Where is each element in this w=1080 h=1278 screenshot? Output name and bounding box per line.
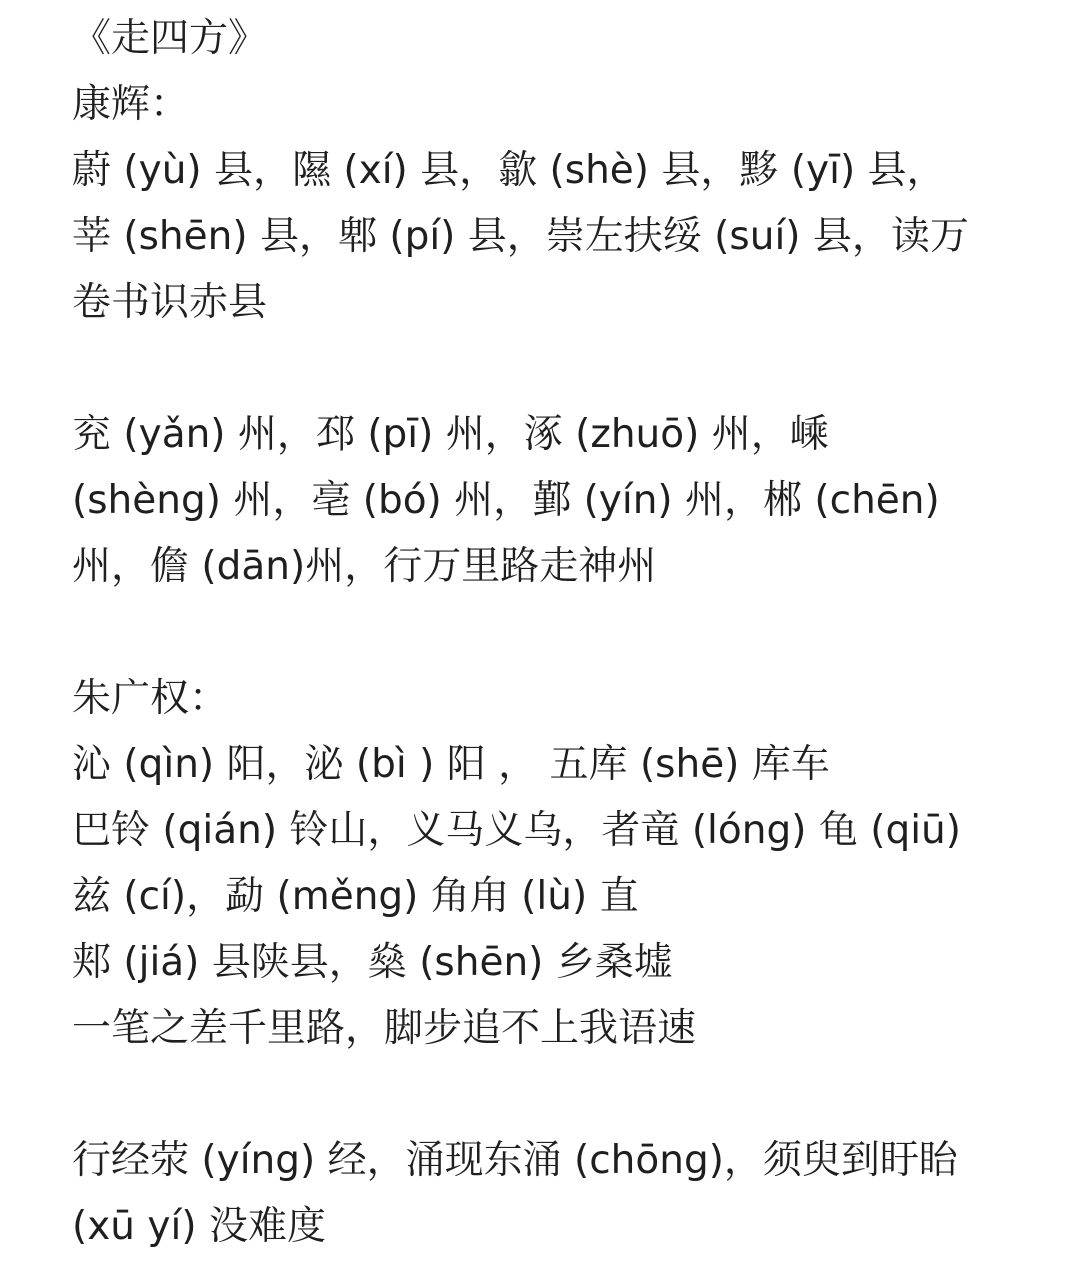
verse-paragraph <box>72 138 1047 336</box>
verse-line: 郏 (jiá) 县陕县，燊 (shēn) 乡桑墟 <box>72 940 673 985</box>
verse-line: (shèng) 州，亳 (bó) 州，鄞 (yín) 州，郴 (chēn) <box>72 478 940 523</box>
speaker-label: 朱广权： <box>72 676 229 721</box>
verse-line: 沁 (qìn) 阳，泌 (bì ) 阳 ， 五库 (shē) 库车 <box>72 742 830 787</box>
poem-title: 《走四方》 <box>72 16 268 61</box>
verse-line: 蔚 (yù) 县，隰 (xí) 县，歙 (shè) 县，黟 (yī) 县， <box>72 148 946 193</box>
verse-line: 兖 (yǎn) 州，邳 (pī) 州，涿 (zhuō) 州，嵊 <box>72 412 829 457</box>
verse-line: 一笔之差千里路，脚步追不上我语速 <box>72 1006 697 1051</box>
verse-line: (xū yí) 没难度 <box>72 1204 326 1249</box>
verse-paragraph <box>72 402 1047 600</box>
paragraph-spacer <box>72 336 1047 402</box>
section-zhu-guangquan <box>72 666 1047 1260</box>
verse-line: 兹 (cí)，勐 (měng) 角甪 (lù) 直 <box>72 874 639 919</box>
poem-document <box>72 6 1047 1260</box>
verse-line: 行经荥 (yíng) 经，涌现东涌 (chōng)，须臾到盱眙 <box>72 1138 958 1183</box>
paragraph-spacer <box>72 1062 1047 1128</box>
section-spacer <box>72 600 1047 666</box>
verse-paragraph <box>72 1128 1047 1260</box>
section-kang-hui <box>72 72 1047 600</box>
verse-line: 卷书识赤县 <box>72 280 268 325</box>
verse-line: 巴铃 (qián) 铃山，义马义乌，者竜 (lóng) 龟 (qiū) <box>72 808 961 853</box>
verse-line: 州，儋 (dān)州，行万里路走神州 <box>72 544 657 589</box>
verse-line: 莘 (shēn) 县，郫 (pí) 县，崇左扶绥 (suí) 县，读万 <box>72 214 969 259</box>
verse-paragraph <box>72 732 1047 1062</box>
speaker-label: 康辉： <box>72 82 190 127</box>
